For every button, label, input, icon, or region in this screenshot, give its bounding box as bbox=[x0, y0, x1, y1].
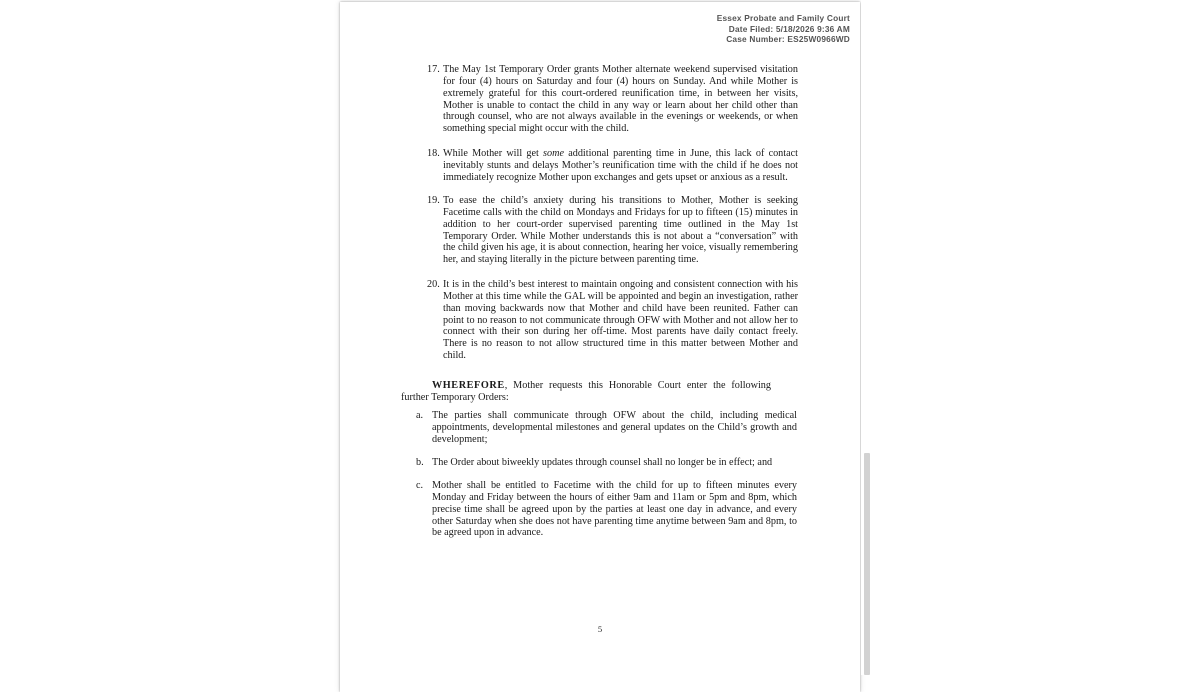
order-a bbox=[416, 410, 797, 446]
scrollbar-thumb[interactable] bbox=[864, 453, 870, 675]
paragraph-number: 18. bbox=[427, 148, 440, 159]
wherefore-clause bbox=[401, 380, 771, 404]
order-letter: a. bbox=[416, 410, 424, 421]
order-letter: c. bbox=[416, 480, 424, 491]
paragraph-17 bbox=[427, 64, 798, 135]
paragraph-number: 20. bbox=[427, 279, 440, 290]
order-text: The Order about biweekly updates through counsel shall no longer be in effect; and bbox=[432, 457, 773, 468]
order-c bbox=[416, 480, 797, 539]
order-text: The parties shall communicate through OFW about the child, including medical appointments, developmental milestones and general updates on the Child’s growth and development; bbox=[432, 410, 797, 445]
document-page bbox=[340, 2, 860, 692]
order-letter: b. bbox=[416, 457, 424, 468]
order-text: Mother shall be entitled to Facetime with the child for up to fifteen minutes every Monday and Friday between the hours of either 9am and 11am or 5pm and 8pm, which precise time shall be agreed upon by the parties at least one day in advance, and every other Saturday when she does not have parenting time anytime between 9am and 8pm, to be agreed upon in advance. bbox=[432, 480, 797, 539]
wherefore-keyword: WHEREFORE bbox=[432, 380, 505, 391]
stamp-date-filed: Date Filed: 5/18/2026 9:36 AM bbox=[728, 23, 850, 34]
order-b bbox=[416, 457, 797, 469]
paragraph-text: It is in the child’s best interest to maintain ongoing and consistent connection with his Mother at this time while the GAL will be appointed and begin an investigation, rather than moving backwards now that Mother and child have been reunited. Father can point to no reason to not communicate through OFW with Mother and not allow her to connect with their son during her off-time. Most parents have daily contact freely. There is no reason to not allow structured time in this matter between Mother and child. bbox=[443, 279, 798, 362]
paragraph-emphasis: some bbox=[543, 148, 564, 159]
paragraph-text: The May 1st Temporary Order grants Mother alternate weekend supervised visitation for four (4) hours on Saturday and four (4) hours on Sunday. And while Mother is extremely grateful for this court-ordered reunification time, in between her visits, Mother is unable to contact the child in any way or learn about her child other than through counsel, who are not always available in the evenings or weekends, or when something special might occur with the child. bbox=[443, 64, 798, 135]
paragraph-number: 19. bbox=[427, 195, 440, 206]
paragraph-text-before: While Mother will get bbox=[443, 148, 544, 159]
paragraph-18 bbox=[427, 148, 798, 184]
paragraph-19 bbox=[427, 195, 798, 266]
page-number: 5 bbox=[597, 624, 603, 634]
vertical-scrollbar[interactable] bbox=[861, 0, 872, 675]
paragraph-number: 17. bbox=[427, 64, 440, 75]
paragraph-text-after: additional parenting time in June, this lack of contact inevitably stunts and delays Mother’s reunification time with the child if he does not immediately recognize Mother upon exchanges and gets upset or anxious as a result. bbox=[443, 148, 798, 183]
wherefore-text: , Mother requests this Honorable Court enter the following further Temporary Orders: bbox=[401, 380, 771, 403]
stamp-court: Essex Probate and Family Court bbox=[716, 13, 850, 23]
stamp-case-number: Case Number: ES25W0966WD bbox=[726, 34, 850, 44]
filing-stamp bbox=[717, 13, 850, 45]
paragraph-20 bbox=[427, 279, 798, 362]
paragraph-text: To ease the child’s anxiety during his transitions to Mother, Mother is seeking Facetime calls with the child on Mondays and Fridays for up to fifteen (15) minutes in addition to her court-order supervised parenting time outlined in the May 1st Temporary Order. While Mother understands this is not about a “conversation” with the child given his age, it is about connection, hearing her voice, visually remembering her, and staying literally in the picture between parenting time. bbox=[443, 195, 798, 266]
